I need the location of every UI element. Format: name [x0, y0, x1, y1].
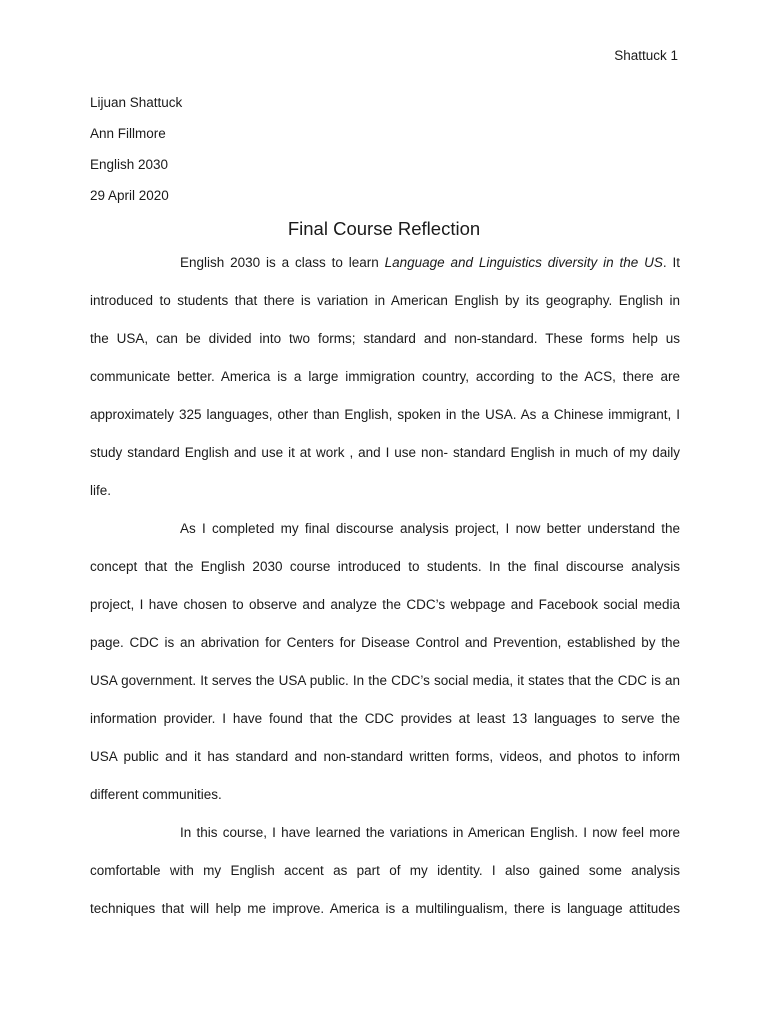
essay-body	[90, 254, 680, 938]
body-line	[90, 254, 680, 292]
author-name: Lijuan Shattuck	[90, 95, 183, 110]
instructor-name: Ann Fillmore	[90, 126, 166, 141]
body-line-text: English 2030 is a class to learn	[180, 255, 385, 270]
body-line: approximately 325 languages, other than English, spoken in the USA. As a Chinese immigrant, I	[90, 407, 680, 422]
body-line: In this course, I have learned the variations in American English. I now feel more	[180, 825, 680, 840]
body-line: comfortable with my English accent as part of my identity. I also gained some analysis	[90, 863, 680, 878]
body-line: As I completed my final discourse analysis project, I now better understand the	[180, 521, 680, 536]
body-line: USA government. It serves the USA public. In the CDC’s social media, it states that the CDC is an	[90, 673, 680, 688]
body-line: different communities.	[90, 787, 222, 802]
body-line: life.	[90, 483, 112, 498]
body-line: page. CDC is an abrivation for Centers for Disease Control and Prevention, established by the	[90, 635, 680, 650]
body-line: project, I have chosen to observe and analyze the CDC’s webpage and Facebook social media	[90, 597, 680, 612]
body-line: the USA, can be divided into two forms; standard and non-standard. These forms help us	[90, 331, 680, 346]
running-header-page-number: Shattuck 1	[614, 48, 678, 63]
body-line-text: . It	[662, 255, 680, 270]
essay-date: 29 April 2020	[90, 188, 169, 203]
body-line: information provider. I have found that the CDC provides at least 13 languages to serve the	[90, 711, 680, 726]
body-line: USA public and it has standard and non-standard written forms, videos, and photos to inform	[90, 749, 680, 764]
body-line: communicate better. America is a large immigration country, according to the ACS, there are	[90, 369, 680, 384]
body-line: introduced to students that there is variation in American English by its geography. English in	[90, 293, 680, 308]
course-name: English 2030	[90, 157, 169, 172]
body-line: concept that the English 2030 course introduced to students. In the final discourse analysis	[90, 559, 680, 574]
body-line: study standard English and use it at work , and I use non- standard English in much of my daily	[90, 445, 680, 460]
course-subject-italic: Language and Linguistics diversity in the US	[384, 255, 663, 270]
mla-heading-block	[90, 94, 680, 218]
essay-title: Final Course Reflection	[287, 218, 481, 239]
body-line: techniques that will help me improve. America is a multilingualism, there is language attitudes	[90, 901, 680, 916]
